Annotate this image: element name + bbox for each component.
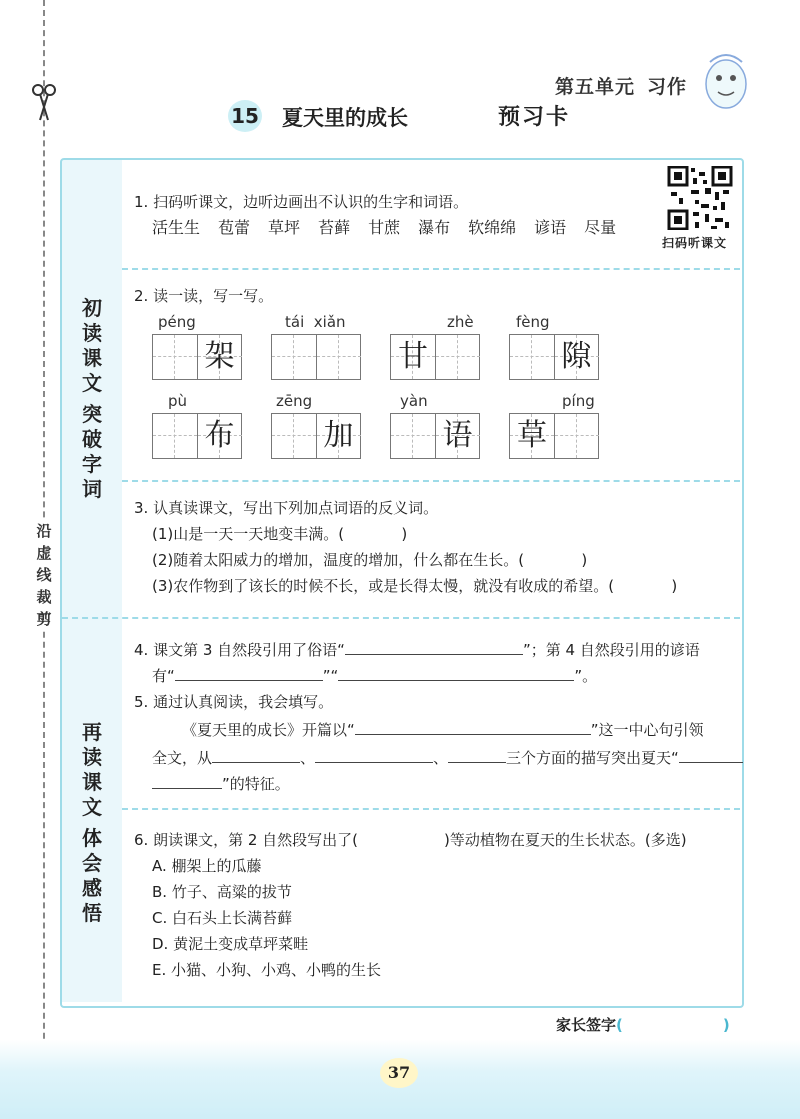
card-label: 预习卡 — [498, 105, 571, 130]
grid-char — [555, 414, 599, 458]
grid-char — [391, 414, 435, 458]
pinyin: zhè — [447, 313, 474, 331]
blank-field[interactable] — [175, 680, 323, 681]
word: 谚语 — [534, 218, 567, 237]
word-list — [152, 218, 634, 238]
grid-char: 语 — [442, 418, 473, 453]
pinyin: píng — [562, 392, 595, 410]
question-5: 5. 通过认真阅读，我会填写。 — [134, 693, 334, 711]
qr-label: 扫码听课文 — [662, 236, 728, 250]
option: E. 小猫、小狗、小鸡、小鸭的生长 — [152, 961, 382, 979]
blank-field[interactable] — [152, 788, 222, 789]
lesson-title: 夏天里的成长 — [282, 105, 408, 130]
grid-char — [510, 335, 554, 379]
word: 甘蔗 — [368, 218, 401, 237]
unit-heading: 第五单元 习作 — [555, 76, 688, 98]
qr-code-icon[interactable] — [665, 166, 735, 230]
q3-item: (1)山是一天一天地变丰满。( ) — [152, 525, 408, 543]
char-grid[interactable] — [271, 413, 361, 459]
grid-char: 架 — [204, 339, 235, 374]
cut-label: 沿 虚 线 裁 剪 — [32, 520, 56, 630]
question-4-line2: 有“ ”“ ”。 — [152, 667, 598, 685]
question-1: 1. 扫码听课文，边听边画出不认识的生字和词语。 — [134, 193, 469, 211]
question-4: 4. 课文第 3 自然段引用了俗语“ ”；第 4 自然段引用的谚语 — [134, 641, 700, 659]
blank-field[interactable] — [448, 762, 506, 763]
char-grid[interactable] — [152, 413, 242, 459]
divider — [122, 268, 740, 270]
pinyin: pù — [168, 392, 188, 410]
grid-char — [153, 414, 197, 458]
blank-field[interactable] — [345, 654, 523, 655]
option: D. 黄泥土变成草坪菜畦 — [152, 935, 309, 953]
grid-char — [436, 335, 480, 379]
grid-char: 草 — [517, 418, 547, 453]
word: 尽量 — [584, 218, 617, 237]
word: 软绵绵 — [468, 218, 517, 237]
char-grid[interactable] — [509, 413, 599, 459]
word: 瀑布 — [418, 218, 451, 237]
grid-char — [272, 335, 316, 379]
blank-field[interactable] — [355, 734, 591, 735]
grid-char — [272, 414, 316, 458]
q3-item: (3)农作物到了该长的时候不长，或是长得太慢，就没有收成的希望。( ) — [152, 577, 678, 595]
char-grid[interactable] — [152, 334, 242, 380]
lesson-number: 15 — [228, 100, 262, 132]
pinyin: fèng — [516, 313, 550, 331]
char-grid[interactable] — [271, 334, 361, 380]
word: 活生生 — [152, 218, 201, 237]
grid-char: 甘 — [398, 339, 428, 374]
word: 草坪 — [268, 218, 301, 237]
grid-char — [317, 335, 361, 379]
mascot-icon — [700, 48, 752, 112]
char-grid[interactable] — [509, 334, 599, 380]
section-label-second: 再 读 课 文 — [82, 720, 102, 819]
divider — [62, 617, 740, 619]
word: 苞蕾 — [218, 218, 251, 237]
char-grid[interactable] — [390, 413, 480, 459]
section-label-first: 初 读 课 文 — [82, 296, 102, 395]
grid-char: 隙 — [561, 339, 592, 374]
grid-char: 布 — [204, 418, 235, 453]
grid-char: 加 — [323, 418, 354, 453]
pinyin: yàn — [400, 392, 428, 410]
question-5-line3: ”的特征。 — [152, 774, 290, 794]
blank-field[interactable] — [679, 762, 743, 763]
pinyin: péng — [158, 313, 196, 331]
blank-field[interactable] — [338, 680, 574, 681]
divider — [122, 480, 740, 482]
question-5-line1: 《夏天里的成长》开篇以“ ”这一中心句引领 — [182, 721, 704, 739]
word: 苔藓 — [318, 218, 351, 237]
option: C. 白石头上长满苔藓 — [152, 909, 293, 927]
page-number: 37 — [380, 1058, 418, 1088]
question-2: 2. 读一读，写一写。 — [134, 287, 274, 305]
section-sublabel-second: 体 会 感 悟 — [82, 826, 102, 925]
char-grid[interactable] — [390, 334, 480, 380]
blank-field[interactable] — [315, 762, 433, 763]
option: A. 棚架上的瓜藤 — [152, 857, 262, 875]
question-5-line2: 全文，从 、 、 三个方面的描写突出夏天“ — [152, 748, 743, 768]
question-6: 6. 朗读课文，第 2 自然段写出了( )等动植物在夏天的生长状态。(多选) — [134, 831, 687, 849]
parent-signature: 家长签字( ) — [556, 1016, 730, 1034]
pinyin: zēng — [276, 392, 313, 410]
blank-field[interactable] — [212, 762, 300, 763]
scissors-icon — [30, 82, 58, 122]
q3-item: (2)随着太阳威力的增加，温度的增加，什么都在生长。( ) — [152, 551, 588, 569]
question-3: 3. 认真读课文，写出下列加点词语的反义词。 — [134, 499, 439, 517]
pinyin: tái xiǎn — [285, 313, 346, 331]
divider — [122, 808, 740, 810]
option: B. 竹子、高粱的拔节 — [152, 883, 292, 901]
section-sublabel-first: 突 破 字 词 — [82, 402, 102, 501]
grid-char — [153, 335, 197, 379]
